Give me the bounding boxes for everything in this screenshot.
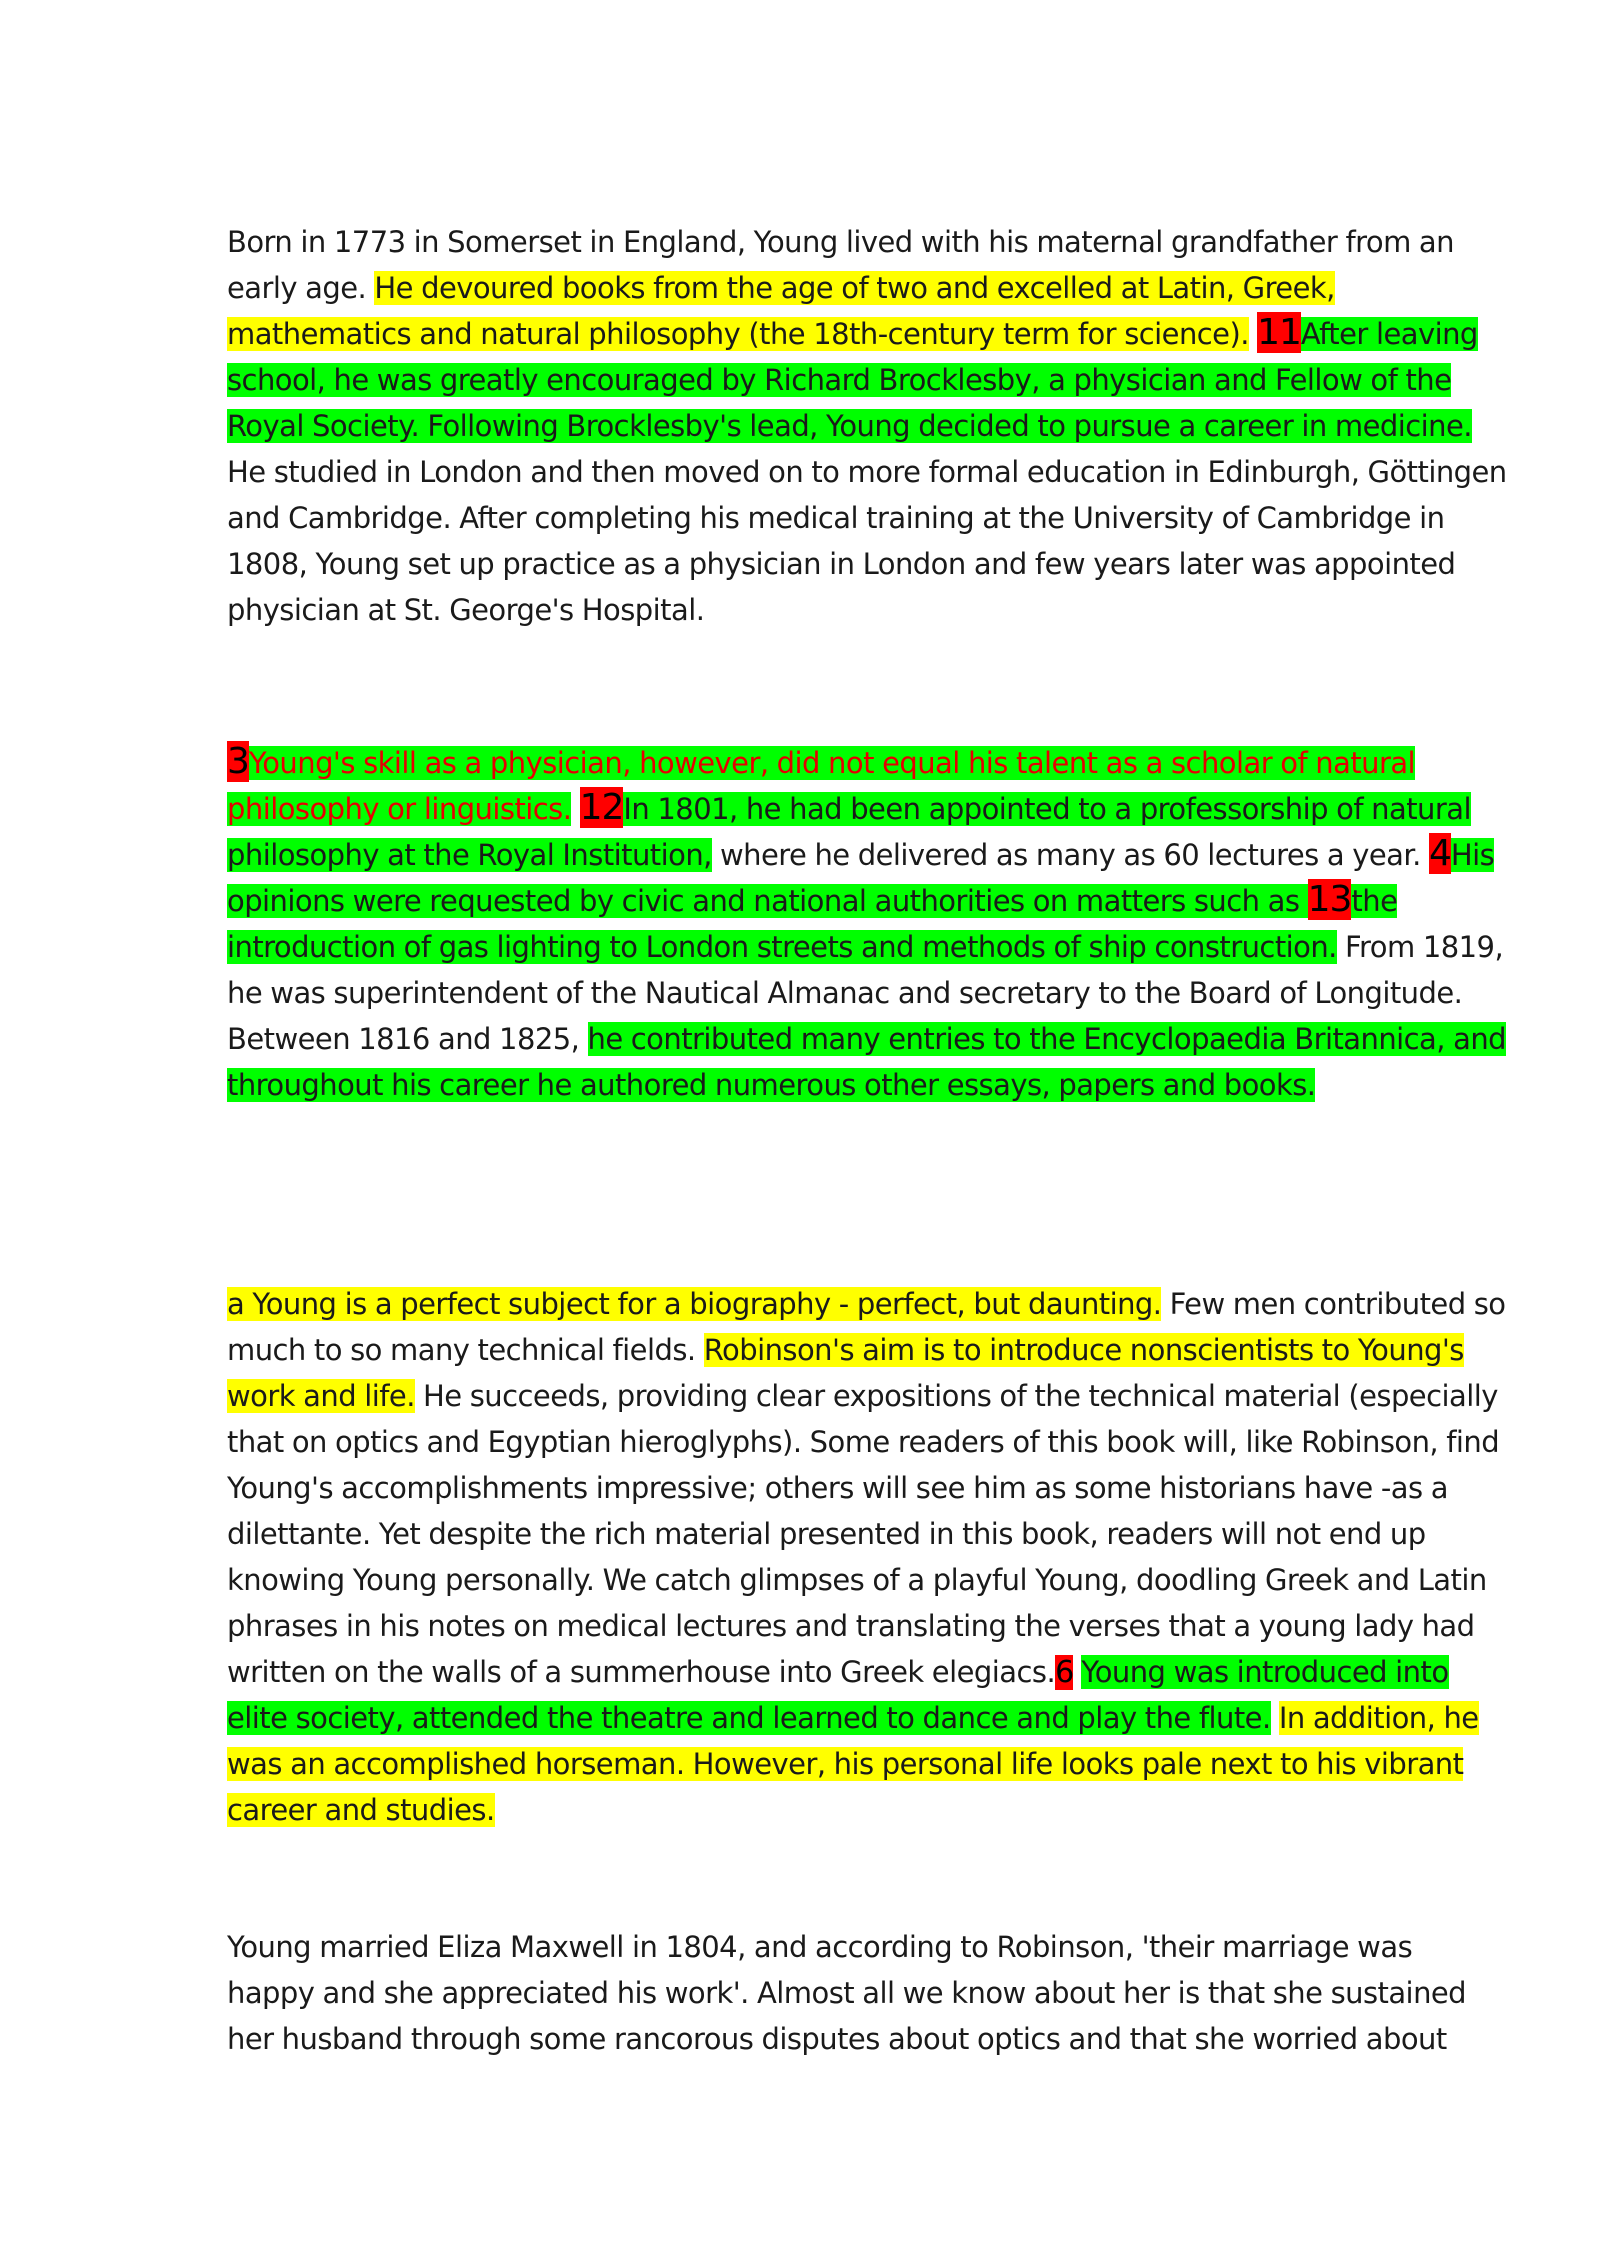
- paragraph-scholar-career: [227, 740, 1507, 1108]
- number-marker: 11: [1257, 312, 1301, 353]
- number-marker: 12: [579, 787, 624, 828]
- text-run: [571, 792, 579, 826]
- text-run: [1271, 1701, 1279, 1735]
- green-highlight: After leaving school, he was greatly encouraged by Richard Brocklesby, a physician and Fellow of the Royal Society. Following Brocklesby's lead, Young decided to pursue a career in medicine.: [227, 317, 1478, 443]
- text-run: He studied in London and then moved on to more formal education in Edinburgh, Göttingen and Cambridge. After completing his medical training at the University of Cambridge in 1808, Young set up practice as a physician in London and few years later was appointed physician at St. George's Hospital.: [227, 455, 1507, 627]
- paragraph-3: [227, 1281, 1507, 1833]
- text-run: He succeeds, providing clear expositions of the technical material (especially that on optics and Egyptian hieroglyphs). Some readers of this book will, like Robinson, find Young's accomplishments impressive; others will see him as some historians have -as a dilettante. Yet despite the rich material presented in this book, readers will not end up knowing Young personally. We catch glimpses of a playful Young, doodling Greek and Latin phrases in his notes on medical lectures and translating the verses that a young lady had written on the walls of a summerhouse into Greek elegiacs.: [227, 1379, 1500, 1689]
- number-marker: 3: [227, 741, 249, 782]
- text-run: Young married Eliza Maxwell in 1804, and according to Robinson, 'their marriage was happy and she appreciated his work'. Almost all we know about her is that she sustained her husband through some rancorous disputes about optics and that she worried about: [227, 1930, 1467, 2056]
- text-run: Born in 1773 in Somerset in England, Young lived with his maternal grandfather from an early age.: [227, 225, 1454, 305]
- green-highlight: Young was introduced into elite society, attended the theatre and learned to dance and play the flute.: [227, 1655, 1449, 1735]
- paragraph-1: [227, 219, 1507, 633]
- text-run: From 1819, he was superintendent of the Nautical Almanac and secretary to the Board of Longitude. Between 1816 and 1825,: [227, 930, 1504, 1056]
- yellow-highlight: In addition, he was an accomplished horseman. However, his personal life looks pale next to his vibrant career and studies.: [227, 1701, 1479, 1827]
- text-run: [1249, 317, 1257, 351]
- green-highlight: the introduction of gas lighting to London streets and methods of ship construction.: [227, 884, 1398, 964]
- number-marker: 4: [1428, 833, 1451, 874]
- paragraph-2: [227, 740, 1507, 1108]
- number-marker: 6: [1055, 1655, 1074, 1690]
- text-run: Few men contributed so much to so many technical fields.: [227, 1287, 1506, 1367]
- green-highlight: In 1801, he had been appointed to a professorship of natural philosophy at the Royal Institution,: [227, 792, 1471, 872]
- yellow-highlight: He devoured books from the age of two and excelled at Latin, Greek, mathematics and natural philosophy (the 18th-century term for science).: [227, 271, 1335, 351]
- text-run: where he delivered as many as 60 lectures a year.: [711, 838, 1429, 872]
- paragraph-4: [227, 1924, 1507, 2062]
- yellow-highlight: Robinson's aim is to introduce nonscientists to Young's work and life.: [227, 1333, 1464, 1413]
- green-highlight-red-text: Young's skill as a physician, however, did not equal his talent as a scholar of natural philosophy or linguistics.: [227, 746, 1416, 826]
- paragraph-biography-review: [227, 1281, 1507, 1833]
- number-marker: 13: [1307, 879, 1352, 920]
- green-highlight: he contributed many entries to the Encyclopaedia Britannica, and throughout his career he authored numerous other essays, papers and books.: [227, 1022, 1507, 1102]
- paragraph-marriage: [227, 1924, 1507, 2062]
- paragraph-birth-education: [227, 219, 1507, 633]
- yellow-highlight: a Young is a perfect subject for a biography - perfect, but daunting.: [227, 1287, 1162, 1321]
- green-highlight: His opinions were requested by civic and national authorities on matters such as: [227, 838, 1495, 918]
